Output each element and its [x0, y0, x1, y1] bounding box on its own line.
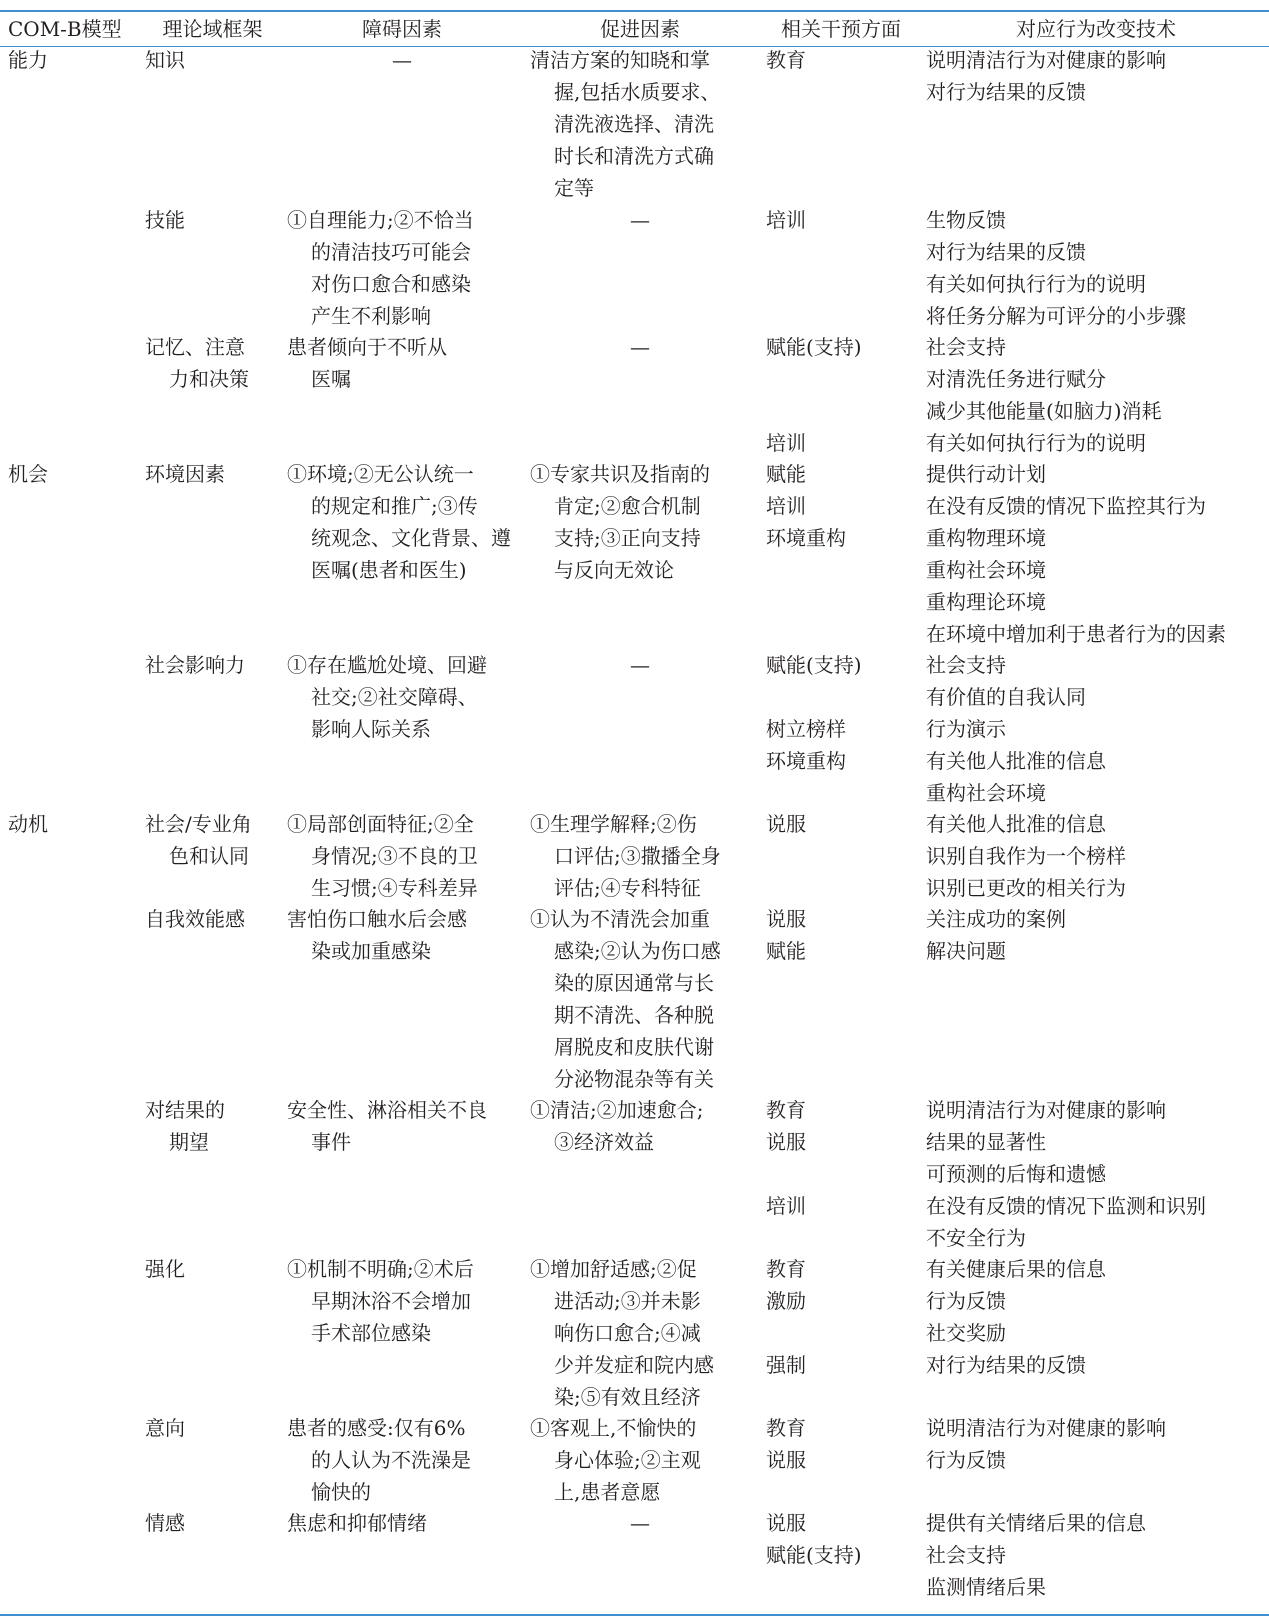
cell-line: 说服: [766, 1511, 806, 1535]
cell-line: 说明清洁行为对健康的影响: [926, 48, 1166, 72]
cell-line: 支持;③正向支持: [554, 526, 701, 550]
cell-line: 培训: [766, 208, 806, 232]
facilitator-cell: [530, 458, 750, 586]
cell-line: 上,患者意愿: [554, 1480, 661, 1504]
domain-cell: [145, 903, 280, 935]
cell-line: 社会支持: [926, 335, 1006, 359]
intervention-cell: [766, 204, 916, 236]
cell-line: 早期沐浴不会增加: [311, 1289, 471, 1313]
cell-line: 清洁方案的知晓和掌: [530, 48, 710, 72]
top-rule: [0, 10, 1269, 12]
cell-line: 有关他人批准的信息: [926, 812, 1106, 836]
cell-line: 教育: [766, 1257, 806, 1281]
cell-line: 在环境中增加利于患者行为的因素: [926, 622, 1226, 646]
cell-line: 教育: [766, 48, 806, 72]
cell-line: 进活动;③并未影: [554, 1289, 701, 1313]
cell-line: 提供行动计划: [926, 462, 1046, 486]
barrier-cell: [287, 1094, 517, 1158]
cell-line: 社交奖励: [926, 1321, 1006, 1345]
cell-line: 社会支持: [926, 653, 1006, 677]
cell-line: 培训: [766, 494, 806, 518]
cell-line: 提供有关情绪后果的信息: [926, 1511, 1146, 1535]
cell-line: —: [630, 335, 650, 359]
facilitator-cell: [530, 649, 750, 681]
intervention-cell: [766, 1094, 916, 1222]
intervention-cell: [766, 903, 916, 967]
domain-cell: [145, 1094, 280, 1158]
header-barriers: 障碍因素: [362, 17, 442, 41]
cell-line: 教育: [766, 1416, 806, 1440]
cell-line: 对清洗任务进行赋分: [926, 367, 1106, 391]
cell-line: 结果的显著性: [926, 1130, 1046, 1154]
cell-line: 重构物理环境: [926, 526, 1046, 550]
facilitator-cell: [530, 903, 750, 1095]
cell-line: 患者倾向于不听从: [287, 335, 447, 359]
cell-line: 识别已更改的相关行为: [926, 876, 1126, 900]
cell-line: 有价值的自我认同: [926, 685, 1086, 709]
cell-line: 定等: [554, 176, 594, 200]
cell-line: 知识: [145, 48, 185, 72]
cell-line: 焦虑和抑郁情绪: [287, 1511, 427, 1535]
cell-line: 生习惯;④专科差异: [311, 876, 478, 900]
cell-line: 身心体验;②主观: [554, 1448, 701, 1472]
cell-line: 口评估;③撒播全身: [554, 844, 721, 868]
cell-line: 染;⑤有效且经济: [554, 1385, 701, 1409]
cell-line: ③经济效益: [554, 1130, 654, 1154]
cell-line: 期不清洗、各种脱: [554, 1003, 714, 1027]
cell-line: 染或加重感染: [311, 939, 431, 963]
cell-line: 技能: [145, 208, 185, 232]
cell-line: 强制: [766, 1353, 806, 1377]
cell-line: 意向: [145, 1416, 185, 1440]
technique-cell: [926, 1412, 1266, 1476]
intervention-cell: [766, 808, 916, 840]
header-domain: 理论域框架: [162, 17, 263, 41]
domain-cell: [145, 1507, 280, 1539]
intervention-cell: [766, 44, 916, 76]
cell-line: 培训: [766, 1194, 806, 1218]
cell-line: 愉快的: [311, 1480, 371, 1504]
cell-line: 环境因素: [145, 462, 225, 486]
barrier-cell: [287, 331, 517, 395]
intervention-cell: [766, 458, 916, 554]
cell-line: 在没有反馈的情况下监测和识别: [926, 1194, 1206, 1218]
cell-line: 对行为结果的反馈: [926, 80, 1086, 104]
com-b-cell: [8, 44, 133, 76]
cell-line: 医嘱(患者和医生): [311, 558, 467, 582]
facilitator-cell: [530, 808, 750, 904]
cell-line: 患者的感受:仅有6%: [287, 1416, 466, 1440]
cell-line: 说明清洁行为对健康的影响: [926, 1098, 1166, 1122]
cell-line: [766, 1317, 916, 1349]
header-technique: 对应行为改变技术: [1016, 17, 1176, 41]
barrier-cell: [287, 1253, 517, 1349]
cell-line: [766, 363, 916, 395]
cell-line: ①清洁;②加速愈合;: [530, 1098, 704, 1122]
barrier-cell: [287, 1507, 517, 1539]
facilitator-cell: [530, 1094, 750, 1158]
cell-line: 激励: [766, 1289, 806, 1313]
cell-line: 对伤口愈合和感染: [311, 272, 471, 296]
cell-line: 医嘱: [311, 367, 351, 391]
facilitator-cell: [530, 1253, 750, 1413]
cell-line: 减少其他能量(如脑力)消耗: [926, 399, 1162, 423]
cell-line: ①增加舒适感;②促: [530, 1257, 697, 1281]
barrier-cell: [287, 808, 517, 904]
technique-cell: [926, 204, 1266, 332]
domain-cell: [145, 44, 280, 76]
cell-line: 期望: [169, 1130, 209, 1154]
cell-line: 不安全行为: [926, 1226, 1026, 1250]
cell-line: 分泌物混杂等有关: [554, 1067, 714, 1091]
cell-line: 环境重构: [766, 526, 846, 550]
cell-line: —: [392, 48, 412, 72]
cell-line: 影响人际关系: [311, 717, 431, 741]
domain-cell: [145, 808, 280, 872]
cell-line: 赋能: [766, 462, 806, 486]
domain-cell: [145, 458, 280, 490]
barrier-cell: [287, 649, 517, 745]
cell-line: 监测情绪后果: [926, 1575, 1046, 1599]
cell-line: 生物反馈: [926, 208, 1006, 232]
header-com-b: COM-B模型: [8, 17, 122, 41]
intervention-cell: [766, 1253, 916, 1381]
cell-line: 培训: [766, 431, 806, 455]
cell-line: 教育: [766, 1098, 806, 1122]
cell-line: 关注成功的案例: [926, 907, 1066, 931]
cell-line: ①专家共识及指南的: [530, 462, 710, 486]
cell-line: 的清洁技巧可能会: [311, 240, 471, 264]
cell-line: 色和认同: [169, 844, 249, 868]
cell-line: 感染;②认为伤口感: [554, 939, 721, 963]
cell-line: 肯定;②愈合机制: [554, 494, 701, 518]
cell-line: 握,包括水质要求、: [554, 80, 721, 104]
cell-line: 赋能(支持): [766, 1543, 862, 1567]
cell-line: 有关他人批准的信息: [926, 749, 1106, 773]
barrier-cell: [287, 44, 517, 76]
cell-line: 有关如何执行行为的说明: [926, 431, 1146, 455]
cell-line: 社会影响力: [145, 653, 245, 677]
technique-cell: [926, 903, 1266, 967]
cell-line: 社会/专业角: [145, 812, 252, 836]
cell-line: 染的原因通常与长: [554, 971, 714, 995]
domain-cell: [145, 204, 280, 236]
technique-cell: [926, 458, 1266, 650]
cell-line: 对结果的: [145, 1098, 225, 1122]
cell-line: 重构社会环境: [926, 558, 1046, 582]
cell-line: ①局部创面特征;②全: [287, 812, 474, 836]
cell-line: ①环境;②无公认统一: [287, 462, 474, 486]
cell-line: 社交;②社交障碍、: [311, 685, 478, 709]
cell-line: —: [630, 208, 650, 232]
facilitator-cell: [530, 204, 750, 236]
cell-line: 清洗液选择、清洗: [554, 112, 714, 136]
cell-line: 将任务分解为可评分的小步骤: [926, 304, 1186, 328]
cell-line: 解决问题: [926, 939, 1006, 963]
header-intervention: 相关干预方面: [781, 17, 901, 41]
cell-line: 自我效能感: [145, 907, 245, 931]
intervention-cell: [766, 331, 916, 459]
cell-line: 对行为结果的反馈: [926, 1353, 1086, 1377]
cell-line: 有关健康后果的信息: [926, 1257, 1106, 1281]
cell-line: ①机制不明确;②术后: [287, 1257, 474, 1281]
cell-line: 可预测的后悔和遗憾: [926, 1162, 1106, 1186]
cell-line: 评估;④专科特征: [554, 876, 701, 900]
cell-line: 赋能(支持): [766, 335, 862, 359]
cell-line: 行为反馈: [926, 1289, 1006, 1313]
cell-line: 强化: [145, 1257, 185, 1281]
cell-line: [766, 395, 916, 427]
barrier-cell: [287, 204, 517, 332]
cell-line: 身情况;③不良的卫: [311, 844, 478, 868]
cell-line: 与反向无效论: [554, 558, 674, 582]
intervention-cell: [766, 1412, 916, 1476]
cell-line: 说服: [766, 1130, 806, 1154]
cell-line: 赋能(支持): [766, 653, 862, 677]
cell-line: 情感: [145, 1511, 185, 1535]
cell-line: 有关如何执行行为的说明: [926, 272, 1146, 296]
cell-line: ①自理能力;②不恰当: [287, 208, 474, 232]
cell-line: 统观念、文化背景、遵: [311, 526, 511, 550]
facilitator-cell: [530, 331, 750, 363]
cell-line: 的规定和推广;③传: [311, 494, 478, 518]
cell-line: 动机: [8, 812, 48, 836]
intervention-cell: [766, 649, 916, 777]
facilitator-cell: [530, 1507, 750, 1539]
technique-cell: [926, 1507, 1266, 1603]
cell-line: 行为演示: [926, 717, 1006, 741]
cell-line: 少并发症和院内感: [554, 1353, 714, 1377]
cell-line: ①认为不清洗会加重: [530, 907, 710, 931]
cell-line: 记忆、注意: [145, 335, 245, 359]
cell-line: 说服: [766, 1448, 806, 1472]
bottom-rule: [0, 1614, 1269, 1616]
domain-cell: [145, 1253, 280, 1285]
cell-line: 响伤口愈合;④减: [554, 1321, 701, 1345]
barrier-cell: [287, 1412, 517, 1508]
cell-line: [766, 681, 916, 713]
cell-line: 的人认为不洗澡是: [311, 1448, 471, 1472]
facilitator-cell: [530, 44, 750, 204]
cell-line: 识别自我作为一个榜样: [926, 844, 1126, 868]
cell-line: 力和决策: [169, 367, 249, 391]
cell-line: ①生理学解释;②伤: [530, 812, 697, 836]
technique-cell: [926, 331, 1266, 459]
cell-line: 对行为结果的反馈: [926, 240, 1086, 264]
cell-line: 重构社会环境: [926, 781, 1046, 805]
cell-line: 安全性、淋浴相关不良: [287, 1098, 487, 1122]
com-b-cell: [8, 458, 133, 490]
cell-line: 环境重构: [766, 749, 846, 773]
cell-line: 说服: [766, 812, 806, 836]
cell-line: 事件: [311, 1130, 351, 1154]
cell-line: 害怕伤口触水后会感: [287, 907, 467, 931]
technique-cell: [926, 44, 1266, 108]
technique-cell: [926, 808, 1266, 904]
cell-line: 树立榜样: [766, 717, 846, 741]
barrier-cell: [287, 458, 517, 586]
cell-line: 行为反馈: [926, 1448, 1006, 1472]
cell-line: [766, 1158, 916, 1190]
cell-line: 说服: [766, 907, 806, 931]
cell-line: 屑脱皮和皮肤代谢: [554, 1035, 714, 1059]
cell-line: 能力: [8, 48, 48, 72]
cell-line: 产生不利影响: [311, 304, 431, 328]
cell-line: ①客观上,不愉快的: [530, 1416, 697, 1440]
intervention-cell: [766, 1507, 916, 1571]
cell-line: 社会支持: [926, 1543, 1006, 1567]
technique-cell: [926, 1094, 1266, 1254]
domain-cell: [145, 1412, 280, 1444]
cell-line: 手术部位感染: [311, 1321, 431, 1345]
technique-cell: [926, 1253, 1266, 1381]
cell-line: —: [630, 653, 650, 677]
domain-cell: [145, 331, 280, 395]
cell-line: 说明清洁行为对健康的影响: [926, 1416, 1166, 1440]
com-b-cell: [8, 808, 133, 840]
cell-line: —: [630, 1511, 650, 1535]
technique-cell: [926, 649, 1266, 809]
cell-line: 赋能: [766, 939, 806, 963]
domain-cell: [145, 649, 280, 681]
cell-line: 时长和清洗方式确: [554, 144, 714, 168]
facilitator-cell: [530, 1412, 750, 1508]
barrier-cell: [287, 903, 517, 967]
cell-line: 重构理论环境: [926, 590, 1046, 614]
cell-line: ①存在尴尬处境、回避: [287, 653, 487, 677]
cell-line: 机会: [8, 462, 48, 486]
cell-line: 在没有反馈的情况下监控其行为: [926, 494, 1206, 518]
header-facilitators: 促进因素: [600, 17, 680, 41]
